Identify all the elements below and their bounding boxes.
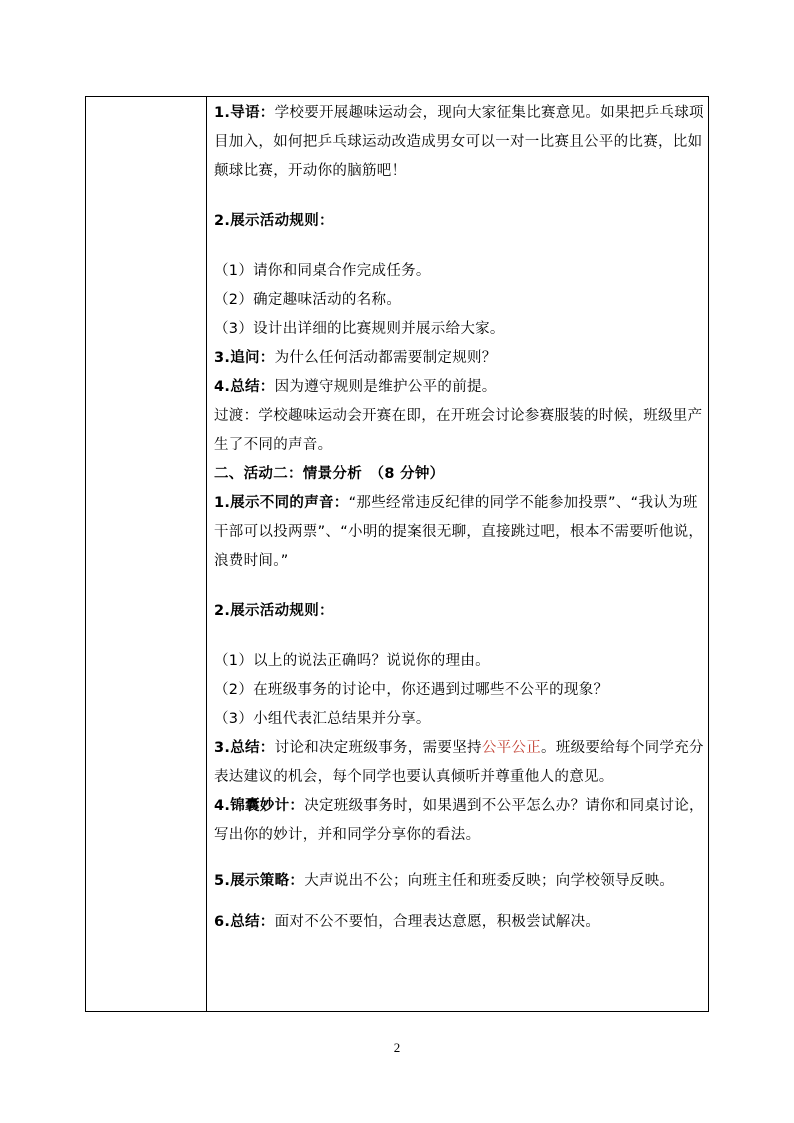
highlight-fairness: 公平公正 <box>481 740 542 756</box>
rules-heading-1: 2.展示活动规则： <box>214 213 334 229</box>
tips-paragraph: 4.锦囊妙计：决定班级事务时，如果遇到不公平怎么办？请你和同桌讨论，写出你的妙计，并和同学分享你的看法。 <box>214 798 704 843</box>
section-2-heading: 二、活动二：情景分析 （8 分钟） <box>214 466 445 482</box>
summary-1: 4.总结：因为遵守规则是维护公平的前提。 <box>214 379 497 395</box>
summary-2: 3.总结：讨论和决定班级事务，需要坚持公平公正。班级要给每个同学充分表达建议的机会，每个同学也要认真倾听并尊重他人的意见。 <box>214 740 704 785</box>
rule-item: （2）在班级事务的讨论中，你还遇到过哪些不公平的现象？ <box>214 682 609 698</box>
rules-heading-2: 2.展示活动规则： <box>214 603 334 619</box>
follow-up-question: 3.追问：为什么任何活动都需要制定规则？ <box>214 350 497 366</box>
rule-item: （1）请你和同桌合作完成任务。 <box>214 263 431 279</box>
lesson-content-cell <box>214 99 704 937</box>
transition-paragraph: 过渡：学校趣味运动会开赛在即，在开班会讨论参赛服装的时候，班级里产生了不同的声音。 <box>214 408 703 453</box>
rule-item: （3）设计出详细的比赛规则并展示给大家。 <box>214 321 505 337</box>
page-number: 2 <box>393 1040 401 1055</box>
intro-paragraph: 1.导语：学校要开展趣味运动会，现向大家征集比赛意见。如果把乒乓球项目加入，如何把乒乓球运动改造成男女可以一对一比赛且公平的比赛，比如颠球比赛，开动你的脑筋吧！ <box>214 105 704 179</box>
rule-item: （3）小组代表汇总结果并分享。 <box>214 711 431 727</box>
final-summary: 6.总结：面对不公不要怕，合理表达意愿，积极尝试解决。 <box>214 914 601 930</box>
rule-item: （1）以上的说法正确吗？说说你的理由。 <box>214 653 490 669</box>
table-column-divider <box>206 96 207 1012</box>
strategy-paragraph: 5.展示策略：大声说出不公；向班主任和班委反映；向学校领导反映。 <box>214 873 675 889</box>
voices-paragraph: 1.展示不同的声音：“那些经常违反纪律的同学不能参加投票”、“我认为班干部可以投两票”、“小明的提案很无聊，直接跳过吧，根本不需要听他说，浪费时间。” <box>214 495 704 569</box>
rule-item: （2）确定趣味活动的名称。 <box>214 292 402 308</box>
